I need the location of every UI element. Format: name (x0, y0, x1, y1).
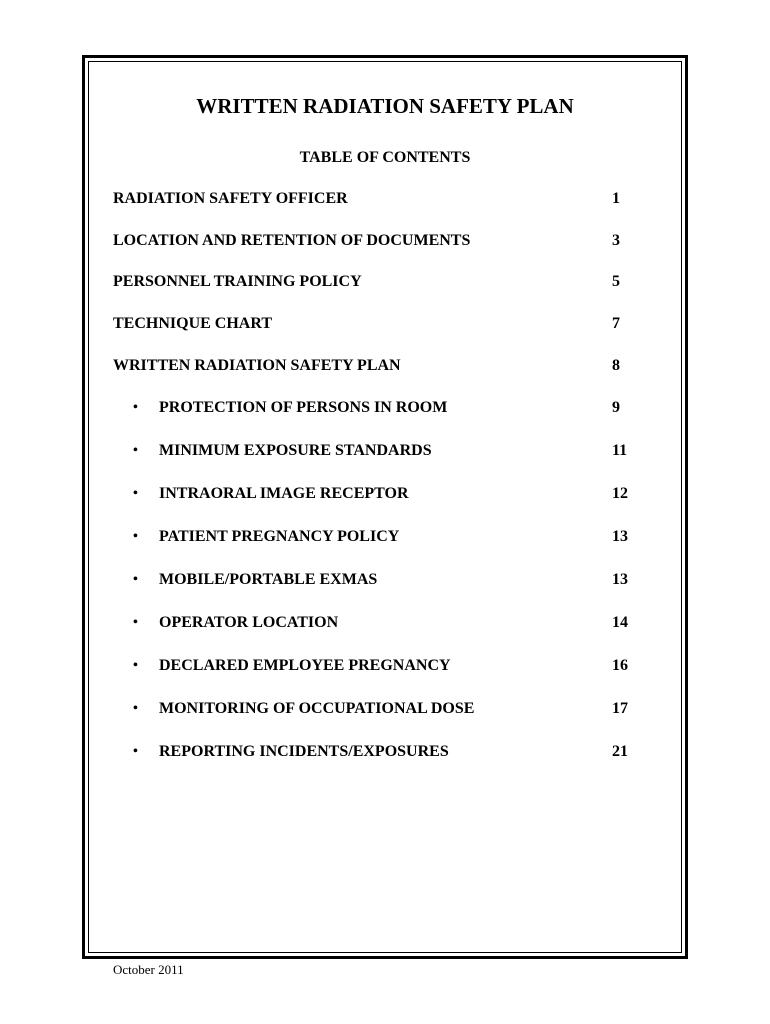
bullet-icon: • (133, 572, 138, 587)
toc-entry-label: RADIATION SAFETY OFFICER (113, 190, 348, 207)
toc-subentry (0, 656, 770, 676)
toc-subentry-page: 12 (612, 485, 628, 502)
toc-subentry (0, 398, 770, 418)
toc-entry-page: 1 (612, 190, 620, 207)
toc-subentry-page: 11 (612, 442, 628, 459)
toc-subentry (0, 699, 770, 719)
bullet-icon: • (133, 744, 138, 759)
toc-subentry-label: REPORTING INCIDENTS/EXPOSURES (159, 743, 449, 760)
bullet-icon: • (133, 615, 138, 630)
toc-subentry-page: 9 (612, 399, 620, 416)
toc-entry-page: 3 (612, 232, 620, 249)
toc-subentry-label: OPERATOR LOCATION (159, 614, 339, 631)
toc-subentry (0, 527, 770, 547)
toc-entry-label: WRITTEN RADIATION SAFETY PLAN (113, 357, 401, 374)
toc-entry-label: TECHNIQUE CHART (113, 315, 273, 332)
toc-subentry (0, 613, 770, 633)
bullet-icon: • (133, 658, 138, 673)
toc-subentry-label: MONITORING OF OCCUPATIONAL DOSE (159, 700, 475, 717)
toc-entry-page: 5 (612, 273, 620, 290)
toc-subentry-page: 14 (612, 614, 628, 631)
bullet-icon: • (133, 486, 138, 501)
toc-entry-label: PERSONNEL TRAINING POLICY (113, 273, 362, 290)
toc-subentry-label: PROTECTION OF PERSONS IN ROOM (159, 399, 448, 416)
toc-subentry (0, 484, 770, 504)
toc-subentry-page: 21 (612, 743, 628, 760)
toc-entry (0, 231, 770, 251)
toc-subentry-label: PATIENT PREGNANCY POLICY (159, 528, 400, 545)
toc-subentry-page: 16 (612, 657, 628, 674)
toc-subentry (0, 742, 770, 762)
bullet-icon: • (133, 701, 138, 716)
toc-subentry-label: DECLARED EMPLOYEE PREGNANCY (159, 657, 451, 674)
toc-entry (0, 272, 770, 292)
toc-entry-page: 7 (612, 315, 620, 332)
toc-subentry-label: INTRAORAL IMAGE RECEPTOR (159, 485, 409, 502)
toc-subentry-label: MOBILE/PORTABLE EXMAS (159, 571, 378, 588)
toc-subentry-page: 13 (612, 528, 628, 545)
toc-subentry-page: 17 (612, 700, 628, 717)
toc-subentry-page: 13 (612, 571, 628, 588)
toc-entry (0, 356, 770, 376)
toc-subentry (0, 441, 770, 461)
toc-subentry-label: MINIMUM EXPOSURE STANDARDS (159, 442, 432, 459)
toc-entry (0, 314, 770, 334)
toc-heading: TABLE OF CONTENTS (299, 149, 471, 166)
bullet-icon: • (133, 400, 138, 415)
bullet-icon: • (133, 529, 138, 544)
bullet-icon: • (133, 443, 138, 458)
toc-entry-page: 8 (612, 357, 620, 374)
toc-entry-label: LOCATION AND RETENTION OF DOCUMENTS (113, 232, 471, 249)
document-title: WRITTEN RADIATION SAFETY PLAN (196, 94, 574, 118)
footer-date: October 2011 (113, 962, 184, 977)
toc-subentry (0, 570, 770, 590)
toc-entry (0, 189, 770, 209)
